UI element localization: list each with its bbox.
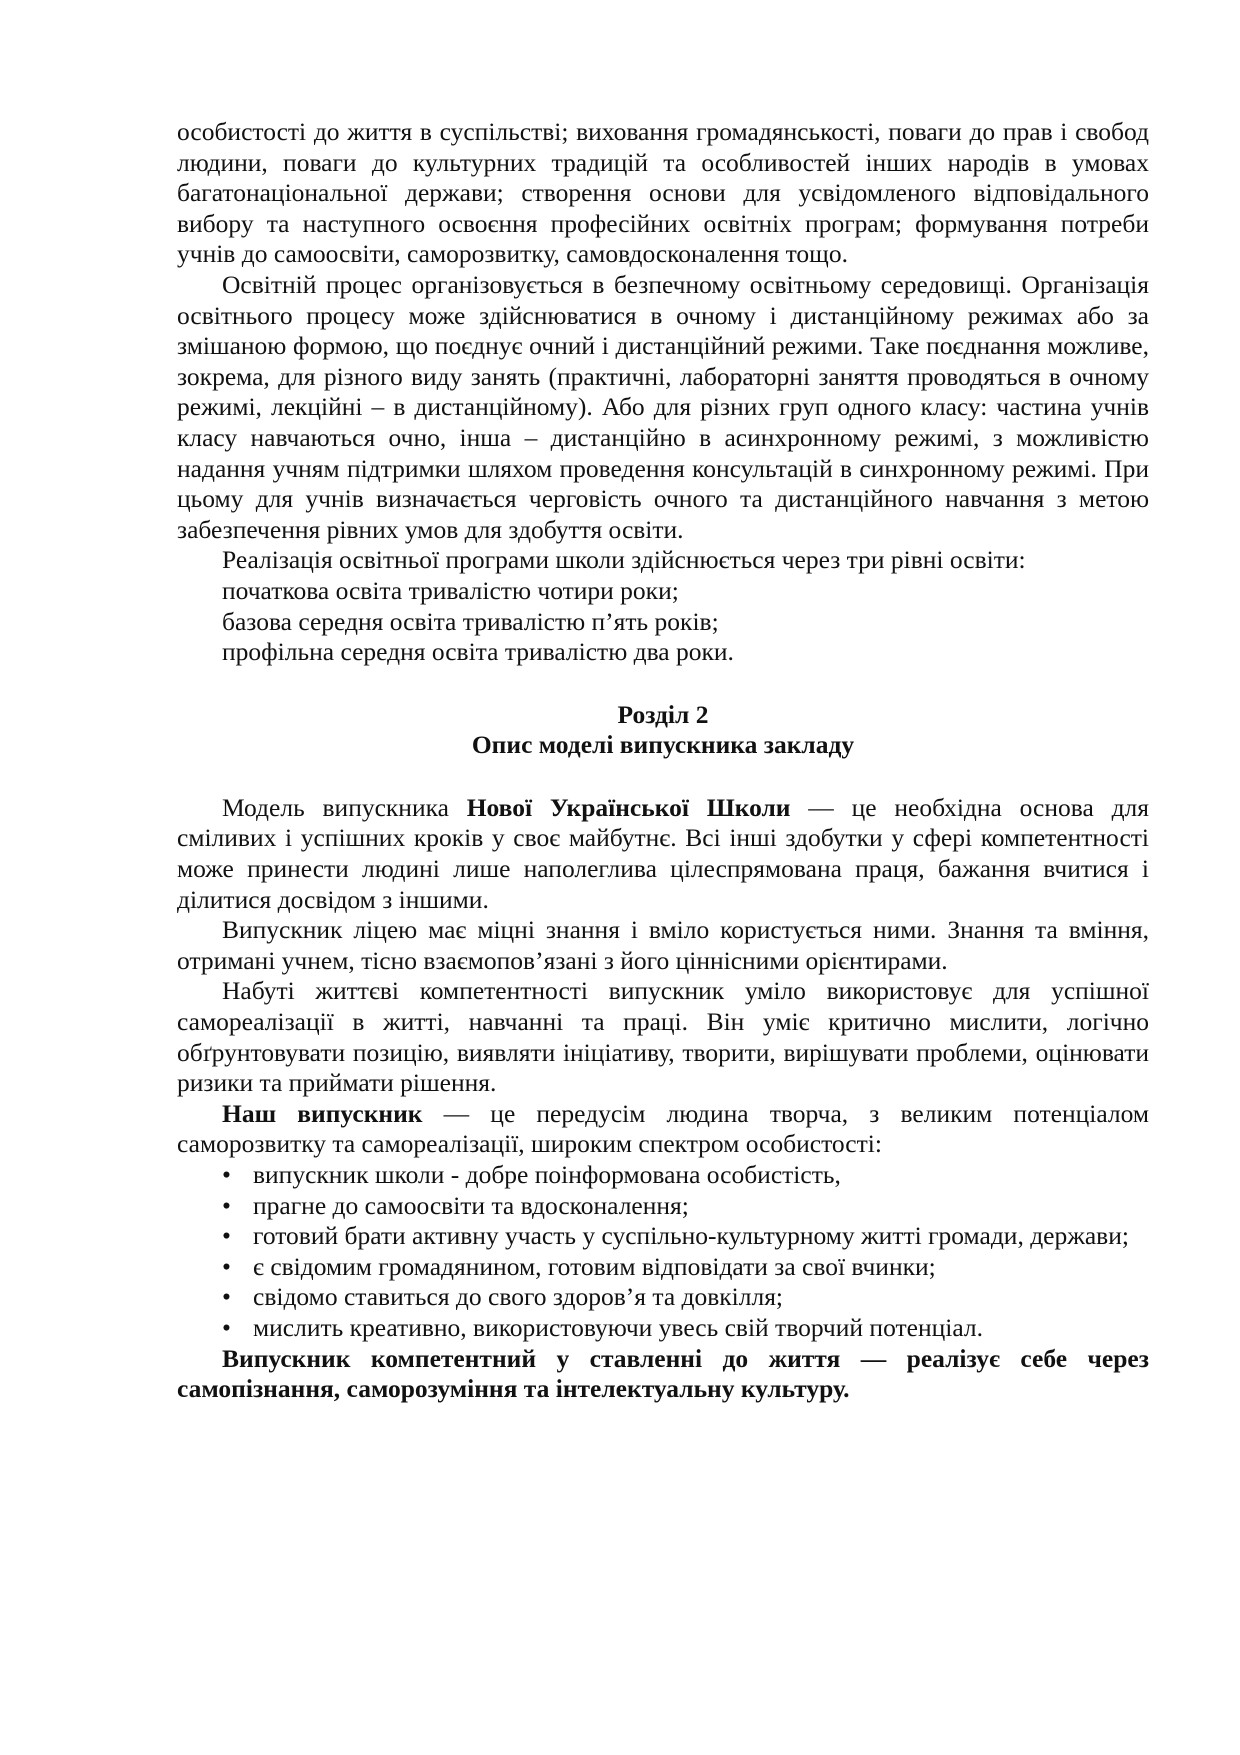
level-item: базова середня освіта тривалістю п’ять років; xyxy=(222,606,719,636)
bullet-text: є свідомим громадянином, готовим відповідати за свої вчинки; xyxy=(253,1251,936,1281)
bullet-item xyxy=(177,1191,1149,1222)
bullet-icon: • xyxy=(222,1251,231,1281)
section-number: Розділ 2 xyxy=(617,699,709,729)
model-suffix: — це необхідна основа для сміливих і успішних кроків у своє майбутнє. Всі інші здобутки у сфері компетентності може принести людині лише наполеглива цілеспрямована праця, бажання вчитися і ділитися досвідом з іншими. xyxy=(177,792,1150,914)
level-item: профільна середня освіта тривалістю два роки. xyxy=(222,637,734,667)
continuation-paragraph: особистості до життя в суспільстві; виховання громадянськості, поваги до прав і свобод людини, поваги до культурних традицій та особливостей інших народів в умовах багатонаціональної держави; створення основи для усвідомленого відповідального вибору та наступного освоєння професійних освітніх програм; формування потреби учнів до самоосвіти, саморозвитку, самовдосконалення тощо. xyxy=(177,117,1149,269)
model-prefix: Модель випускника xyxy=(222,792,467,822)
bullet-icon: • xyxy=(222,1190,231,1220)
bullet-item xyxy=(177,1252,1149,1283)
level-item: початкова освіта тривалістю чотири роки; xyxy=(222,575,679,605)
competence-paragraph: Набуті життєві компетентності випускник уміло використовує для успішної самореалізації в житті, навчанні та праці. Він уміє критично мислити, логічно обґрунтовувати позицію, виявляти ініціативу, творити, вирішувати проблеми, оцінювати ризики та приймати рішення. xyxy=(177,976,1149,1098)
graduate-paragraph xyxy=(177,1099,1149,1160)
bullet-icon: • xyxy=(222,1282,231,1312)
bullet-icon: • xyxy=(222,1221,231,1251)
section-heading xyxy=(177,700,1149,761)
bullet-item xyxy=(177,1160,1149,1191)
section-title: Опис моделі випускника закладу xyxy=(471,730,855,760)
bullet-text: мислить креативно, використовуючи увесь свій творчий потенціал. xyxy=(253,1312,983,1342)
levels-intro: Реалізація освітньої програми школи здійснюється через три рівні освіти: xyxy=(222,545,1026,575)
nus-bold-text: Нової Української Школи xyxy=(466,792,791,822)
process-paragraph: Освітній процес організовується в безпечному освітньому середовищі. Організація освітнього процесу може здійснюватися в очному і дистанційному режимах або за змішаною формою, що поєднує очний і дистанційний режими. Таке поєднання можливе, зокрема, для різного виду занять (практичні, лабораторні заняття проводяться в очному режимі, лекційні – в дистанційному). Або для різних груп одного класу: частина учнів класу навчаються очно, інша – дистанційно в асинхронному режимі, з можливістю надання учням підтримки шляхом проведення консультацій в синхронному режимі. При цьому для учнів визначається черговість очного та дистанційного навчання з метою забезпечення рівних умов для здобуття освіти. xyxy=(177,269,1149,544)
bullet-item xyxy=(177,1313,1149,1344)
closing-bold-paragraph: Випускник компетентний у ставленні до життя — реалізує себе через самопізнання, саморозуміння та інтелектуальну культуру. xyxy=(177,1343,1149,1404)
model-paragraph xyxy=(177,793,1149,915)
graduate-bold-text: Наш випускник xyxy=(222,1098,423,1128)
bullet-text: випускник школи - добре поінформована особистість, xyxy=(253,1160,841,1189)
graduate-suffix: — це передусім людина творча, з великим потенціалом саморозвитку та самореалізації, широким спектром особистості: xyxy=(177,1098,1149,1159)
bullet-item xyxy=(177,1221,1149,1252)
document-page xyxy=(177,117,1149,1405)
bullet-text: прагне до самоосвіти та вдосконалення; xyxy=(253,1190,689,1220)
bullet-text: свідомо ставиться до свого здоров’я та довкілля; xyxy=(253,1282,784,1312)
knowledge-paragraph: Випускник ліцею має міцні знання і вміло користується ними. Знання та вміння, отримані учнем, тісно взаємопов’язані з його ціннісними орієнтирами. xyxy=(177,915,1149,975)
bullet-item xyxy=(177,1282,1149,1313)
bullet-icon: • xyxy=(222,1160,231,1189)
bullet-icon: • xyxy=(222,1312,231,1342)
bullet-text: готовий брати активну участь у суспільно-культурному житті громади, держави; xyxy=(253,1221,1129,1251)
